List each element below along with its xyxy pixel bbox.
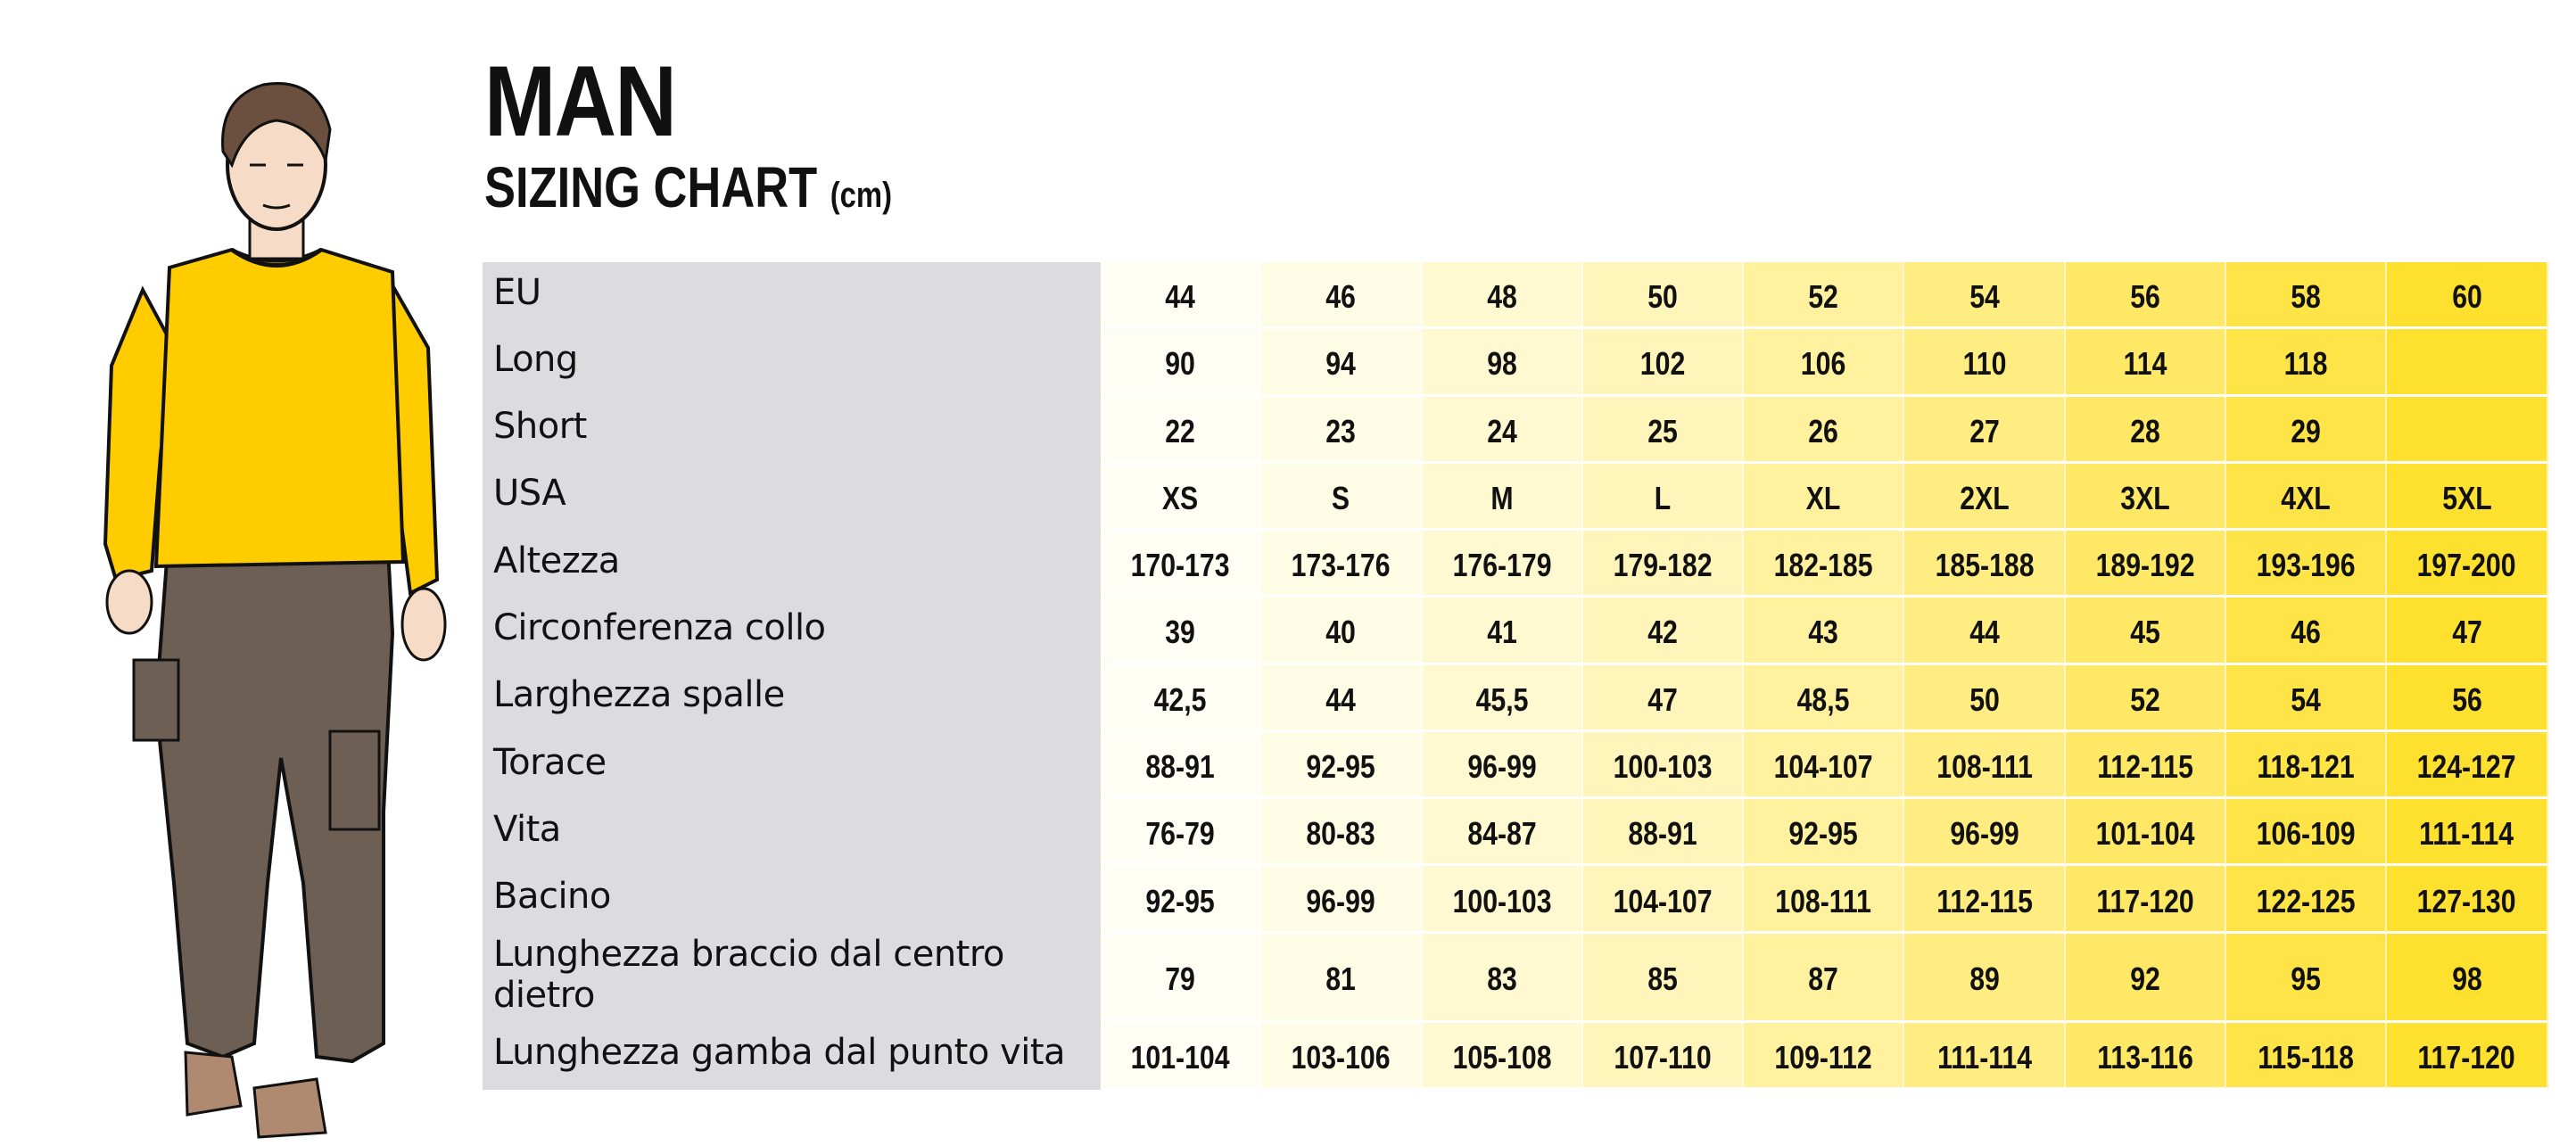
table-cell: [2226, 598, 2387, 664]
cell-value: 96-99: [1467, 748, 1537, 786]
cell-value: 92-95: [1306, 748, 1376, 786]
table-cell: [2066, 1023, 2226, 1090]
table-cell: [1101, 934, 1261, 1023]
page-title: MAN: [484, 45, 676, 157]
cell-value: 111-114: [2419, 815, 2514, 853]
subtitle-text: SIZING CHART: [484, 155, 818, 219]
cell-value: 24: [1486, 412, 1517, 449]
table-cell: [2066, 397, 2226, 464]
cell-value: 39: [1165, 614, 1195, 651]
cell-value: 2XL: [1959, 479, 2010, 516]
table-cell: [1101, 329, 1261, 396]
cell-value: 115-118: [2258, 1038, 2355, 1076]
table-cell: [1744, 531, 1904, 598]
cell-value: 29: [2291, 412, 2322, 449]
table-cell: [1423, 598, 1583, 664]
row-label: USA: [483, 464, 1101, 531]
table-cell: [2387, 732, 2547, 799]
table-cell: [2387, 598, 2547, 664]
table-cell: [1744, 262, 1904, 329]
table-cell: [1101, 531, 1261, 598]
cell-value: 94: [1325, 345, 1357, 383]
cell-value: 76-79: [1145, 815, 1215, 853]
table-cell: [2387, 866, 2547, 933]
cell-value: 87: [1808, 960, 1839, 998]
table-cell: [1583, 799, 1744, 866]
table-cell: [1101, 866, 1261, 933]
cell-value: 112-115: [1936, 882, 2033, 919]
table-cell: [1904, 665, 2065, 732]
cell-value: 56: [2451, 680, 2482, 718]
cell-value: 127-130: [2417, 882, 2517, 919]
man-figure-illustration: [89, 80, 482, 1142]
page-subtitle: [484, 155, 893, 219]
table-cell: [1423, 329, 1583, 396]
table-cell: [1744, 799, 1904, 866]
row-label: Torace: [483, 732, 1101, 799]
cell-value: 170-173: [1130, 547, 1230, 584]
table-cell: [2066, 732, 2226, 799]
cell-value: 3XL: [2120, 479, 2170, 516]
shoe-right: [254, 1079, 326, 1137]
table-cell: [2387, 665, 2547, 732]
table-cell: [1261, 665, 1422, 732]
table-cell: [1101, 732, 1261, 799]
table-cell: [1423, 799, 1583, 866]
table-cell: [2387, 799, 2547, 866]
cell-value: 114: [2123, 345, 2167, 383]
cell-value: 46: [2291, 614, 2322, 651]
table-cell: [2066, 464, 2226, 531]
table-cell: [2226, 329, 2387, 396]
cell-value: 54: [2291, 680, 2322, 718]
cell-value: 45,5: [1475, 680, 1529, 718]
cell-value: 110: [1962, 345, 2007, 383]
cell-value: 80-83: [1306, 815, 1376, 853]
cell-value: 108-111: [1936, 748, 2033, 786]
cell-value: 88-91: [1145, 748, 1215, 786]
table-cell: [2226, 531, 2387, 598]
cell-value: 182-185: [1773, 547, 1873, 584]
cell-value: 42: [1647, 614, 1678, 651]
cell-value: 79: [1165, 960, 1195, 998]
table-cell: [1261, 397, 1422, 464]
shoe-left: [186, 1052, 241, 1115]
pants-pocket-left: [134, 660, 178, 740]
table-cell: [1744, 934, 1904, 1023]
table-cell: [1583, 665, 1744, 732]
cell-value: 41: [1486, 614, 1517, 651]
table-cell: [1583, 397, 1744, 464]
table-cell: [2226, 397, 2387, 464]
table-cell: [1904, 732, 2065, 799]
cell-value: 197-200: [2417, 547, 2517, 584]
row-label: Bacino: [483, 866, 1101, 933]
table-cell: [1904, 1023, 2065, 1090]
cell-value: 98: [2451, 960, 2482, 998]
cell-value: 118-121: [2257, 748, 2355, 786]
table-cell: [1101, 665, 1261, 732]
cell-value: 5XL: [2441, 479, 2492, 516]
cell-value: 44: [1969, 614, 2000, 651]
cell-value: 83: [1486, 960, 1517, 998]
cell-value: 50: [1647, 278, 1678, 316]
cell-value: 56: [2130, 278, 2160, 316]
table-cell: [2066, 866, 2226, 933]
cell-value: 117-120: [2417, 1038, 2516, 1076]
table-cell: [1423, 464, 1583, 531]
cell-value: 193-196: [2256, 547, 2356, 584]
table-cell: [1904, 464, 2065, 531]
cell-value: 44: [1165, 278, 1195, 316]
table-cell: [1423, 866, 1583, 933]
cell-value: 100-103: [1613, 748, 1713, 786]
cell-value: 106: [1801, 345, 1846, 383]
table-cell: [1101, 262, 1261, 329]
table-cell: [1583, 934, 1744, 1023]
cell-value: 92: [2130, 960, 2160, 998]
cell-value: 4XL: [2281, 479, 2331, 516]
table-cell: [2066, 598, 2226, 664]
table-cell: [1583, 464, 1744, 531]
sizing-table: [483, 262, 2548, 1090]
table-cell: [2387, 531, 2547, 598]
table-cell: [1261, 799, 1422, 866]
right-hand: [402, 589, 445, 660]
left-hand: [107, 571, 152, 633]
table-cell: [2387, 464, 2547, 531]
cell-value: 88-91: [1628, 815, 1697, 853]
table-cell: [1423, 262, 1583, 329]
table-cell: [1261, 732, 1422, 799]
table-cell: [1423, 732, 1583, 799]
cell-value: 46: [1325, 278, 1357, 316]
row-label: Larghezza spalle: [483, 665, 1101, 732]
table-cell: [1101, 397, 1261, 464]
table-cell: [2066, 329, 2226, 396]
table-cell: [1583, 732, 1744, 799]
table-cell: [1423, 934, 1583, 1023]
cell-value: 101-104: [1130, 1038, 1230, 1076]
table-cell: [1744, 732, 1904, 799]
cell-value: 179-182: [1613, 547, 1713, 584]
cell-value: 106-109: [2256, 815, 2356, 853]
table-cell: [1904, 866, 2065, 933]
table-cell: [1744, 598, 1904, 664]
table-cell: [1744, 665, 1904, 732]
cell-value: 113-116: [2097, 1038, 2193, 1076]
cell-value: 96-99: [1949, 815, 2019, 853]
table-cell: [1101, 1023, 1261, 1090]
cell-value: 42,5: [1153, 680, 1207, 718]
row-label: Vita: [483, 799, 1101, 866]
cell-value: 107-110: [1614, 1038, 1712, 1076]
row-label: Altezza: [483, 531, 1101, 598]
table-cell: [1261, 598, 1422, 664]
table-cell: [2226, 866, 2387, 933]
cell-value: 40: [1325, 614, 1357, 651]
table-cell: [1423, 397, 1583, 464]
table-cell: [1101, 799, 1261, 866]
table-cell: [1261, 262, 1422, 329]
table-cell: [1904, 262, 2065, 329]
cell-value: 89: [1969, 960, 2000, 998]
cell-value: 104-107: [1773, 748, 1873, 786]
table-cell: [1904, 397, 2065, 464]
table-cell: [1261, 934, 1422, 1023]
table-cell: [1583, 531, 1744, 598]
table-cell: [1261, 1023, 1422, 1090]
row-label: Lunghezza gamba dal punto vita: [483, 1023, 1101, 1090]
row-label: EU: [483, 262, 1101, 329]
cell-value: 85: [1647, 960, 1678, 998]
cell-value: 96-99: [1306, 882, 1376, 919]
cell-value: 176-179: [1452, 547, 1552, 584]
table-cell: [2226, 934, 2387, 1023]
table-cell: [1101, 464, 1261, 531]
table-cell: [1904, 598, 2065, 664]
cell-value: 54: [1969, 278, 2000, 316]
cell-value: 95: [2291, 960, 2322, 998]
table-cell: [2226, 464, 2387, 531]
cell-value: 47: [2451, 614, 2482, 651]
cell-value: 23: [1325, 412, 1357, 449]
cell-value: 84-87: [1467, 815, 1537, 853]
table-cell: [2387, 1023, 2547, 1090]
table-cell: [1583, 598, 1744, 664]
cell-value: 25: [1647, 412, 1678, 449]
unit-label: (cm): [830, 176, 893, 215]
table-cell: [1904, 531, 2065, 598]
cell-value: 109-112: [1774, 1038, 1872, 1076]
cell-value: M: [1490, 479, 1514, 516]
cell-value: 92-95: [1788, 815, 1859, 853]
table-cell: [1744, 329, 1904, 396]
cell-value: XL: [1806, 479, 1841, 516]
cell-value: 90: [1165, 345, 1195, 383]
row-label: Long: [483, 329, 1101, 396]
cell-value: 92-95: [1145, 882, 1215, 919]
cell-value: 112-115: [2097, 748, 2193, 786]
shirt: [156, 250, 403, 566]
table-cell: [2066, 262, 2226, 329]
cell-value: XS: [1161, 479, 1199, 516]
table-cell: [1423, 665, 1583, 732]
table-cell: [2387, 397, 2547, 464]
cell-value: 105-108: [1452, 1038, 1552, 1076]
cell-value: 45: [2130, 614, 2160, 651]
cell-value: 102: [1639, 345, 1686, 383]
cell-value: 48,5: [1796, 680, 1850, 718]
table-cell: [1583, 1023, 1744, 1090]
table-cell: [1744, 464, 1904, 531]
cell-value: 50: [1969, 680, 2000, 718]
table-cell: [2387, 329, 2547, 396]
cell-value: 103-106: [1291, 1038, 1391, 1076]
table-cell: [2066, 531, 2226, 598]
cell-value: 52: [2130, 680, 2160, 718]
cell-value: 185-188: [1935, 547, 2035, 584]
cell-value: L: [1654, 479, 1672, 516]
cell-value: 101-104: [2095, 815, 2195, 853]
cell-value: 27: [1969, 412, 2000, 449]
cell-value: 48: [1486, 278, 1517, 316]
cell-value: 44: [1325, 680, 1357, 718]
row-label: Circonferenza collo: [483, 598, 1101, 664]
table-cell: [1744, 1023, 1904, 1090]
table-cell: [1261, 329, 1422, 396]
row-label: Short: [483, 397, 1101, 464]
cell-value: 58: [2291, 278, 2322, 316]
cell-value: 22: [1165, 412, 1195, 449]
table-cell: [1583, 866, 1744, 933]
table-cell: [1904, 329, 2065, 396]
cell-value: 104-107: [1613, 882, 1713, 919]
cell-value: 98: [1486, 345, 1517, 383]
table-cell: [1744, 397, 1904, 464]
table-cell: [1101, 598, 1261, 664]
table-cell: [2066, 665, 2226, 732]
cell-value: 28: [2130, 412, 2160, 449]
row-label: Lunghezza braccio dal centro dietro: [483, 934, 1101, 1023]
table-cell: [1423, 531, 1583, 598]
cell-value: 47: [1647, 680, 1678, 718]
cell-value: S: [1332, 479, 1350, 516]
table-cell: [2066, 799, 2226, 866]
cell-value: 81: [1325, 960, 1357, 998]
cell-value: 26: [1808, 412, 1839, 449]
table-cell: [2226, 799, 2387, 866]
table-cell: [1261, 531, 1422, 598]
table-cell: [1423, 1023, 1583, 1090]
cell-value: 43: [1808, 614, 1839, 651]
cell-value: 111-114: [1936, 1038, 2032, 1076]
pants-pocket-right: [330, 731, 379, 829]
table-cell: [2226, 1023, 2387, 1090]
cell-value: 124-127: [2417, 748, 2517, 786]
cell-value: 100-103: [1452, 882, 1552, 919]
table-cell: [2226, 262, 2387, 329]
cell-value: 122-125: [2256, 882, 2356, 919]
cell-value: 173-176: [1291, 547, 1391, 584]
cell-value: 117-120: [2096, 882, 2194, 919]
table-cell: [2066, 934, 2226, 1023]
table-cell: [1261, 464, 1422, 531]
table-cell: [1904, 799, 2065, 866]
table-cell: [2387, 934, 2547, 1023]
cell-value: 52: [1808, 278, 1839, 316]
cell-value: 108-111: [1775, 882, 1872, 919]
table-cell: [1261, 866, 1422, 933]
table-cell: [2226, 665, 2387, 732]
cell-value: 60: [2451, 278, 2482, 316]
table-cell: [1904, 934, 2065, 1023]
table-cell: [2387, 262, 2547, 329]
cell-value: 118: [2283, 345, 2328, 383]
cell-value: 189-192: [2095, 547, 2195, 584]
table-cell: [2226, 732, 2387, 799]
table-cell: [1744, 866, 1904, 933]
table-cell: [1583, 262, 1744, 329]
table-cell: [1583, 329, 1744, 396]
